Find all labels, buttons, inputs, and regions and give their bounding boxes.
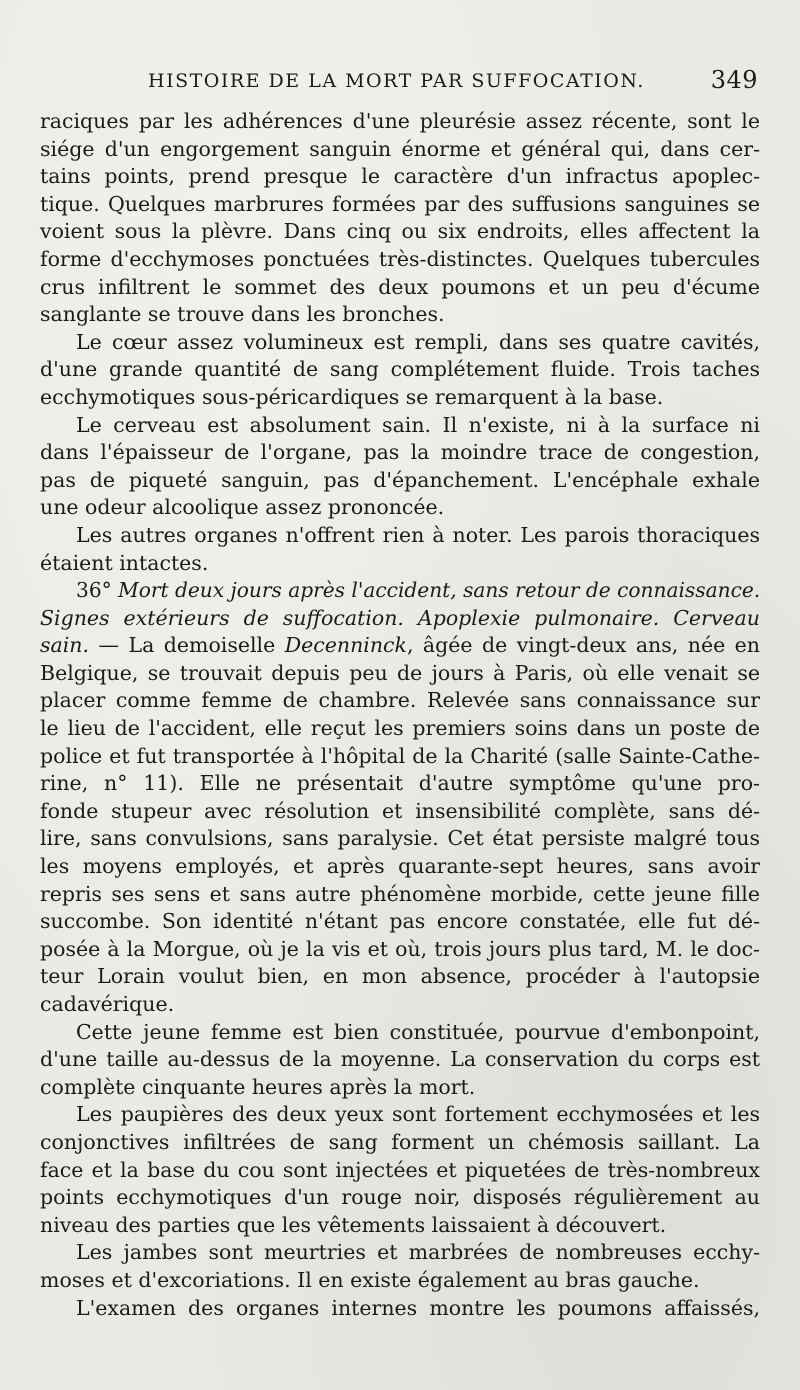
text-line: repris ses sens et sans autre phénomène morbide, cette jeune fille — [40, 881, 760, 906]
text-line: points ecchymotiques d'un rouge noir, disposés régulièrement au — [40, 1185, 760, 1210]
text-line: Les jambes sont meurtries et marbrées de nombreuses ecchy- — [76, 1240, 760, 1265]
text-line: fonde stupeur avec résolution et insensibilité complète, sans dé- — [40, 798, 760, 823]
text-line: Cette jeune femme est bien constituée, pourvue d'embonpoint, — [76, 1019, 760, 1044]
text-line: une odeur alcoolique assez prononcée. — [40, 495, 445, 520]
text-line: placer comme femme de chambre. Relevée sans connaissance sur — [40, 688, 760, 713]
text-line: posée à la Morgue, où je la vis et où, trois jours plus tard, M. le doc- — [40, 936, 760, 961]
running-title: HISTOIRE DE LA MORT PAR SUFFOCATION. — [148, 70, 645, 92]
text-line: voient sous la plèvre. Dans cinq ou six endroits, elles affectent la — [40, 219, 760, 244]
text-line: Signes extérieurs de suffocation. Apoplexie pulmonaire. Cerveau — [40, 605, 760, 630]
text-line: Les paupières des deux yeux sont fortement ecchymosées et les — [76, 1102, 760, 1127]
body-text — [40, 108, 760, 1322]
text-line: Le cerveau est absolument sain. Il n'existe, ni à la surface ni — [76, 412, 760, 437]
text-line: succombe. Son identité n'étant pas encore constatée, elle fut dé- — [40, 909, 760, 934]
text-line: 36° Mort deux jours après l'accident, sans retour de connaissance. — [76, 578, 761, 603]
text-line: ecchymotiques sous-péricardiques se remarquent à la base. — [40, 384, 664, 409]
text-line: Belgique, se trouvait depuis peu de jours à Paris, où elle venait se — [40, 660, 760, 685]
text-line: sain. — La demoiselle Decenninck, âgée de vingt-deux ans, née en — [40, 633, 761, 658]
text-line: d'une taille au-dessus de la moyenne. La conservation du corps est — [40, 1047, 760, 1072]
text-line: Le cœur assez volumineux est rempli, dans ses quatre cavités, — [76, 329, 760, 354]
text-line: lire, sans convulsions, sans paralysie. Cet état persiste malgré tous — [40, 826, 760, 851]
text-line: face et la base du cou sont injectées et piquetées de très-nombreux — [40, 1157, 760, 1182]
text-line: sanglante se trouve dans les bronches. — [40, 302, 445, 327]
text-line: rine, n° 11). Elle ne présentait d'autre symptôme qu'une pro- — [40, 771, 760, 796]
page-number: 349 — [710, 66, 758, 94]
text-line: conjonctives infiltrées de sang forment un chémosis saillant. La — [40, 1129, 760, 1154]
text-line: moses et d'excoriations. Il en existe également au bras gauche. — [40, 1267, 700, 1292]
text-line: police et fut transportée à l'hôpital de la Charité (salle Sainte-Cathe- — [40, 743, 760, 768]
text-line: complète cinquante heures après la mort. — [40, 1074, 476, 1099]
text-line: cadavérique. — [40, 992, 175, 1016]
text-line: d'une grande quantité de sang complétement fluide. Trois taches — [40, 357, 760, 382]
text-line: forme d'ecchymoses ponctuées très-distinctes. Quelques tubercules — [40, 246, 760, 271]
text-line: Les autres organes n'offrent rien à noter. Les parois thoraciques — [76, 522, 760, 547]
text-line: le lieu de l'accident, elle reçut les premiers soins dans un poste de — [40, 716, 760, 741]
text-line: dans l'épaisseur de l'organe, pas la moindre trace de congestion, — [40, 440, 760, 465]
text-line: teur Lorain voulut bien, en mon absence, procéder à l'autopsie — [40, 964, 760, 989]
text-line: tique. Quelques marbrures formées par des suffusions sanguines se — [40, 191, 760, 216]
text-line: niveau des parties que les vêtements laissaient à découvert. — [40, 1212, 667, 1237]
text-line: crus infiltrent le sommet des deux poumons et un peu d'écume — [40, 274, 760, 299]
text-line: siége d'un engorgement sanguin énorme et général qui, dans cer- — [40, 136, 760, 161]
text-line: les moyens employés, et après quarante-sept heures, sans avoir — [40, 854, 760, 879]
text-line: pas de piqueté sanguin, pas d'épanchement. L'encéphale exhale — [40, 467, 760, 492]
text-line: L'examen des organes internes montre les poumons affaissés, — [76, 1295, 760, 1320]
text-line: tains points, prend presque le caractère d'un infractus apoplec- — [40, 164, 760, 189]
running-header — [148, 66, 758, 102]
text-line: raciques par les adhérences d'une pleurésie assez récente, sont le — [40, 109, 760, 133]
text-line: étaient intactes. — [40, 550, 209, 575]
